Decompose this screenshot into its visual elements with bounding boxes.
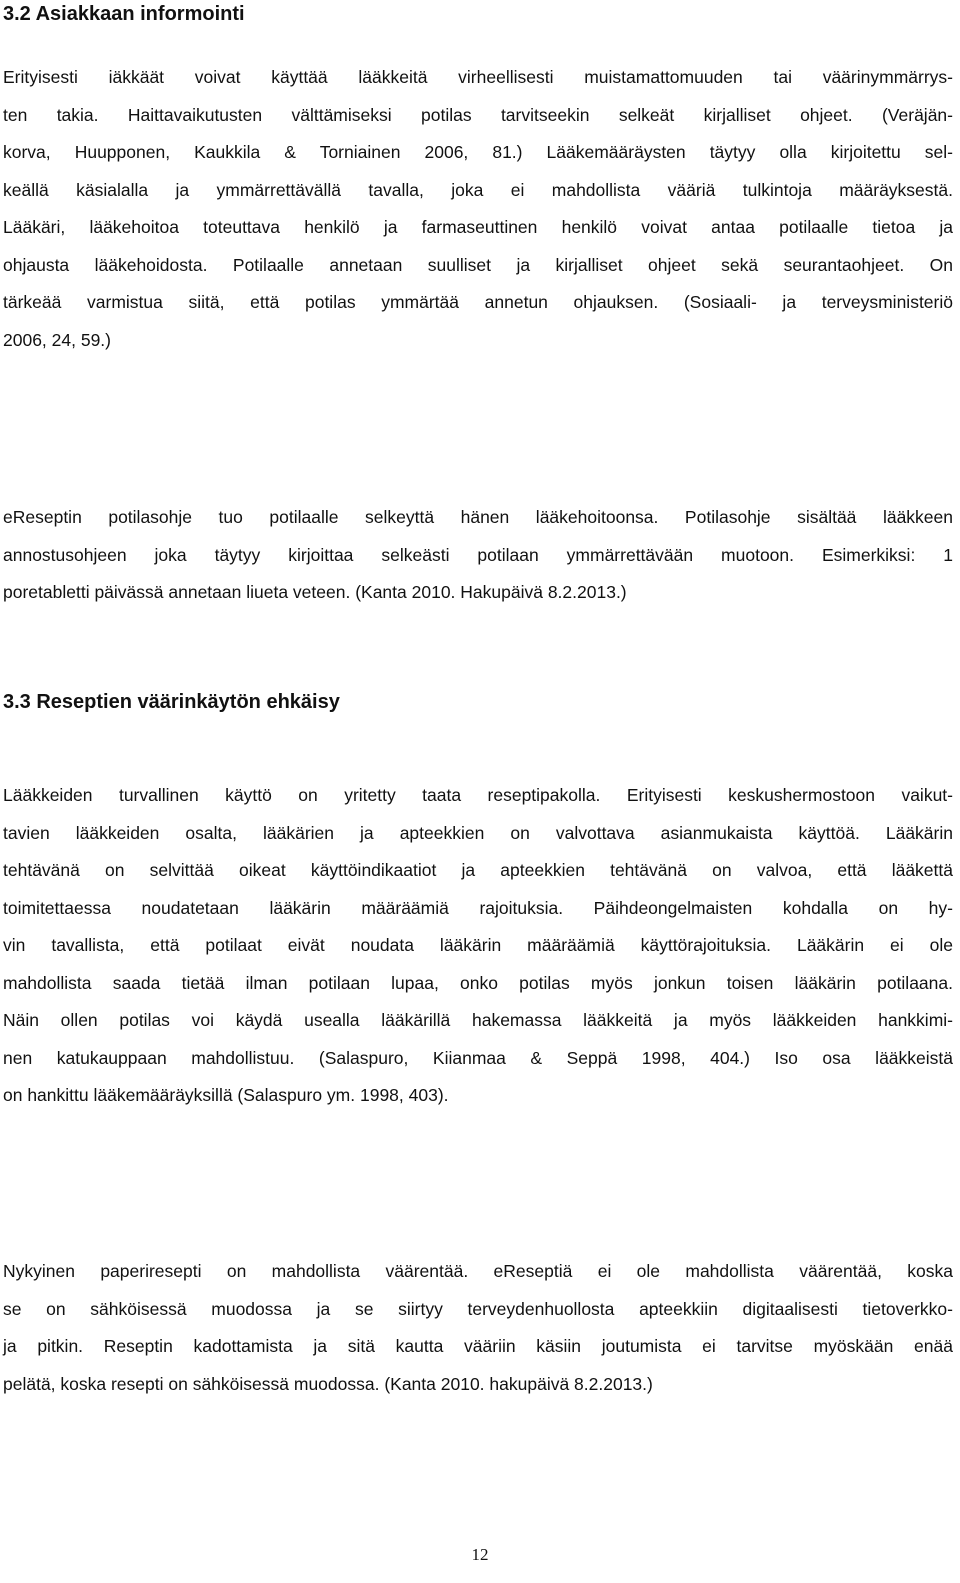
- text-line: tehtävänä on selvittää oikeat käyttöindikaatiot ja apteekkien tehtävänä on valvoa, että lääkettä: [3, 860, 953, 880]
- text-line: eReseptin potilasohje tuo potilaalle selkeyttä hänen lääkehoitoonsa. Potilasohje sisältää lääkkeen: [3, 507, 953, 527]
- text-line: on hankittu lääkemääräyksillä (Salaspuro ym. 1998, 403).: [3, 1085, 449, 1105]
- text-line: pelätä, koska resepti on sähköisessä muodossa. (Kanta 2010. hakupäivä 8.2.2013.): [3, 1373, 653, 1394]
- text-line: mahdollista saada tietää ilman potilaan lupaa, onko potilas myös jonkun toisen lääkärin potilaana.: [3, 972, 953, 993]
- text-line: toimitettaessa noudatetaan lääkärin määräämiä rajoituksia. Päihdeongelmaisten kohdalla on hy-: [3, 897, 953, 918]
- text-line: Näin ollen potilas voi käydä usealla lääkärillä hakemassa lääkkeitä ja myös lääkkeiden hankkimi-: [3, 1010, 953, 1030]
- text-line: korva, Huupponen, Kaukkila & Torniainen 2006, 81.) Lääkemääräysten täytyy olla kirjoitettu sel-: [3, 142, 953, 162]
- text-line: keällä käsialalla ja ymmärrettävällä tavalla, joka ei mahdollista vääriä tulkintoja määräyksestä.: [3, 179, 953, 200]
- text-line: poretabletti päivässä annetaan liueta veteen. (Kanta 2010. Hakupäivä 8.2.2013.): [3, 582, 627, 602]
- page-number: 12: [471, 1545, 489, 1564]
- text-line: ja pitkin. Reseptin kadottamista ja sitä kautta vääriin käsiin joutumista ei tarvitse myöskään enää: [3, 1336, 953, 1356]
- text-line: ohjausta lääkehoidosta. Potilaalle annetaan suulliset ja kirjalliset ohjeet sekä seurantaohjeet. On: [3, 254, 953, 275]
- text-line: ten takia. Haittavaikutusten välttämiseksi potilas tarvitseekin selkeät kirjalliset ohjeet. (Veräjän-: [3, 104, 953, 125]
- paragraph-patient-information: [3, 59, 953, 359]
- text-line: nen katukauppaan mahdollistuu. (Salaspuro, Kiianmaa & Seppä 1998, 404.) Iso osa lääkkeistä: [3, 1047, 953, 1068]
- text-line: vin tavallista, että potilaat eivät noudata lääkärin määräämiä käyttörajoituksia. Lääkärin ei ole: [3, 935, 953, 955]
- text-line: 2006, 24, 59.): [3, 329, 111, 350]
- text-line: Erityisesti iäkkäät voivat käyttää lääkkeitä virheellisesti muistamattomuuden tai väärinymmärrys-: [3, 67, 953, 87]
- paragraph-paper-prescription: [3, 1253, 953, 1403]
- paragraph-misuse-prevention: [3, 777, 953, 1115]
- text-line: se on sähköisessä muodossa ja se siirtyy terveydenhuollosta apteekkiin digitaalisesti tietoverkko-: [3, 1298, 953, 1319]
- paragraph-ereseptin-potilasohje: [3, 499, 953, 612]
- section-heading-3-2: 3.2 Asiakkaan informointi: [3, 3, 245, 25]
- text-line: Lääkäri, lääkehoitoa toteuttava henkilö ja farmaseuttinen henkilö voivat antaa potilaalle tietoa ja: [3, 217, 953, 237]
- text-line: annostusohjeen joka täytyy kirjoittaa selkeästi potilaan ymmärrettävään muotoon. Esimerkiksi: 1: [3, 544, 953, 565]
- text-line: tavien lääkkeiden osalta, lääkärien ja apteekkien on valvottava asianmukaista käyttöä. Lääkärin: [3, 822, 953, 843]
- text-line: Lääkkeiden turvallinen käyttö on yritetty taata reseptipakolla. Erityisesti keskushermostoon vaikut-: [3, 785, 953, 805]
- text-line: tärkeää varmistua siitä, että potilas ymmärtää annetun ohjauksen. (Sosiaali- ja terveysministeriö: [3, 292, 953, 312]
- text-line: Nykyinen paperiresepti on mahdollista väärentää. eReseptiä ei ole mahdollista väärentää, koska: [3, 1261, 953, 1281]
- section-heading-3-3: 3.3 Reseptien väärinkäytön ehkäisy: [3, 691, 340, 713]
